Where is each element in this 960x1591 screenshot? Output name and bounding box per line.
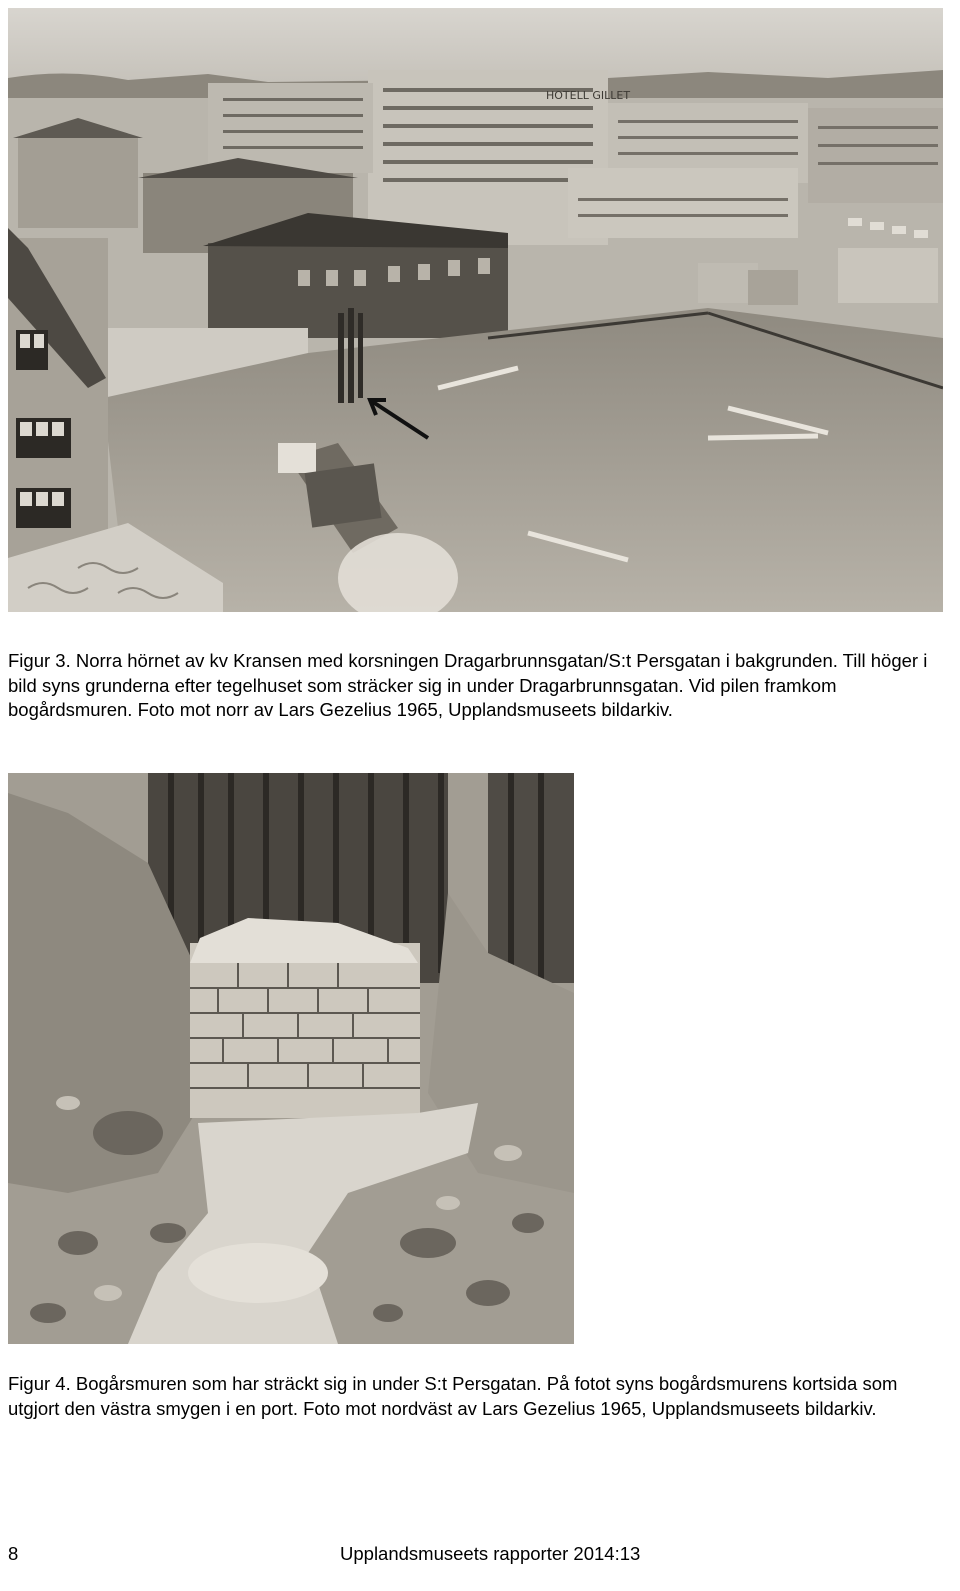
figure-3-caption: Figur 3. Norra hörnet av kv Kransen med korsningen Dragarbrunnsgatan/S:t Persgatan i bakgrunden. Till höger i bild syns grunderna efter tegelhuset som sträcker sig in under Dragarbrunnsgatan. Vid pilen framkom bogårdsmuren. Foto mot norr av Lars Gezelius 1965, Upplandsmuseets bildarkiv. (8, 650, 928, 720)
figure-4-caption: Figur 4. Bogårsmuren som har sträckt sig in under S:t Persgatan. På fotot syns bogårdsmurens kortsida som utgjort den västra smygen i en port. Foto mot nordväst av Lars Gezelius 1965, Upplandsmuseets bildarkiv. (8, 1373, 898, 1419)
figure-3-illustration (8, 8, 943, 612)
hotel-sign: HOTELL GILLET (546, 89, 631, 102)
report-title-footer: Upplandsmuseets rapporter 2014:13 (340, 1543, 641, 1564)
figure-3-photo (8, 8, 943, 612)
page-number: 8 (8, 1543, 19, 1564)
figure-4-photo (8, 773, 574, 1344)
figure-4-illustration (8, 773, 574, 1344)
